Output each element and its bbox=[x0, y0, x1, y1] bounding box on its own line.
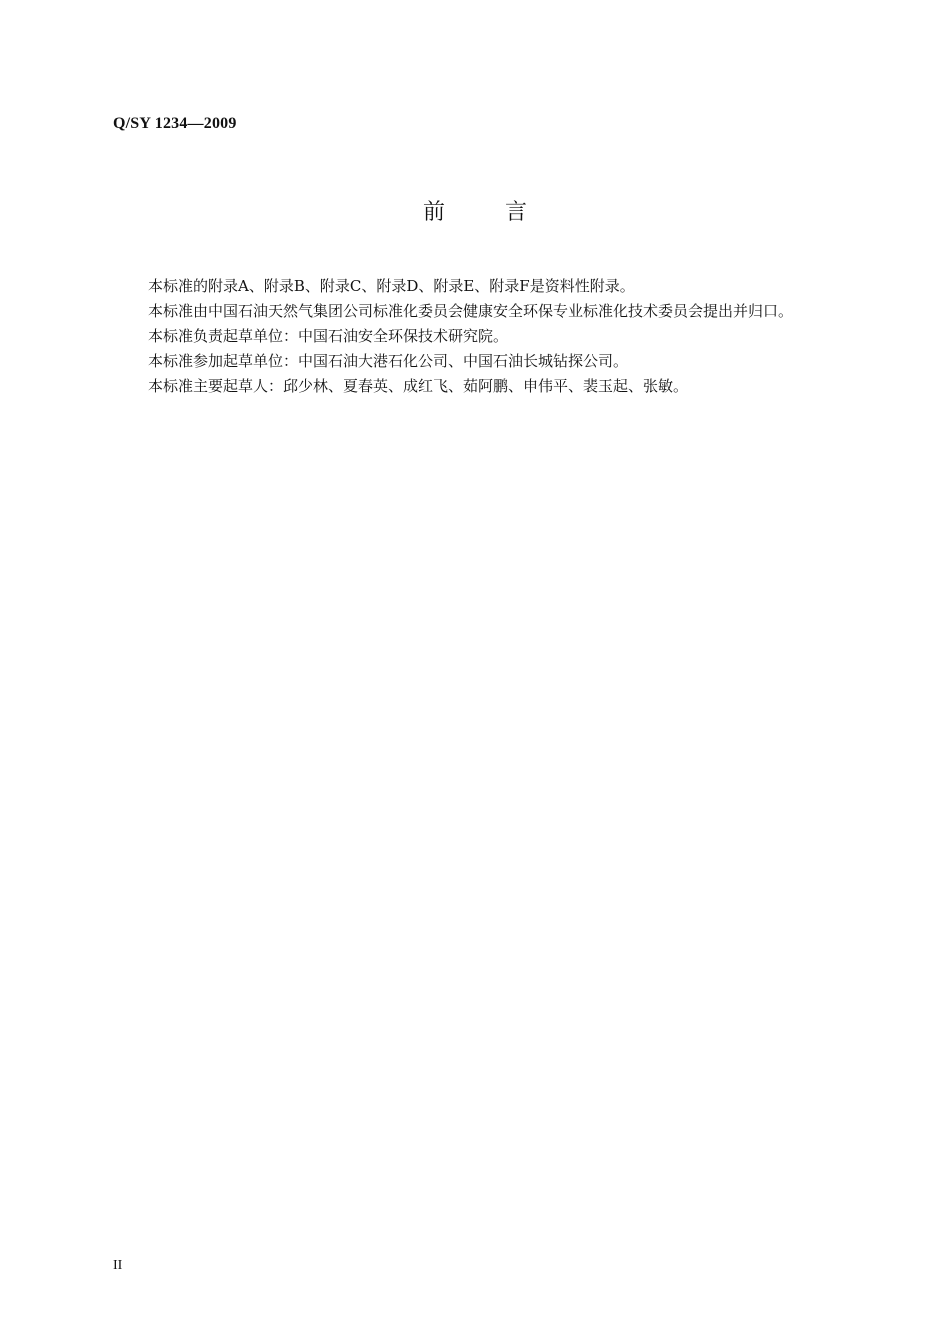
paragraph-lead-drafter: 本标准负责起草单位：中国石油安全环保技术研究院。 bbox=[148, 327, 509, 345]
page-number: II bbox=[113, 1258, 123, 1273]
page-title bbox=[0, 198, 950, 228]
document-code: Q/SY 1234—2009 bbox=[113, 115, 237, 132]
foreword-body bbox=[148, 274, 908, 399]
paragraph-proposer: 本标准由中国石油天然气集团公司标准化委员会健康安全环保专业标准化技术委员会提出并归口。 bbox=[148, 302, 794, 320]
paragraph-main-drafters: 本标准主要起草人：邱少林、夏春英、成红飞、茹阿鹏、申伟平、裴玉起、张敏。 bbox=[148, 377, 689, 395]
page-title-char-1: 前 bbox=[422, 200, 445, 225]
page-title-char-2: 言 bbox=[505, 200, 528, 225]
paragraph-participating-drafters: 本标准参加起草单位：中国石油大港石化公司、中国石油长城钻探公司。 bbox=[148, 352, 629, 370]
paragraph-appendix-note: 本标准的附录A、附录B、附录C、附录D、附录E、附录F是资料性附录。 bbox=[148, 277, 635, 295]
